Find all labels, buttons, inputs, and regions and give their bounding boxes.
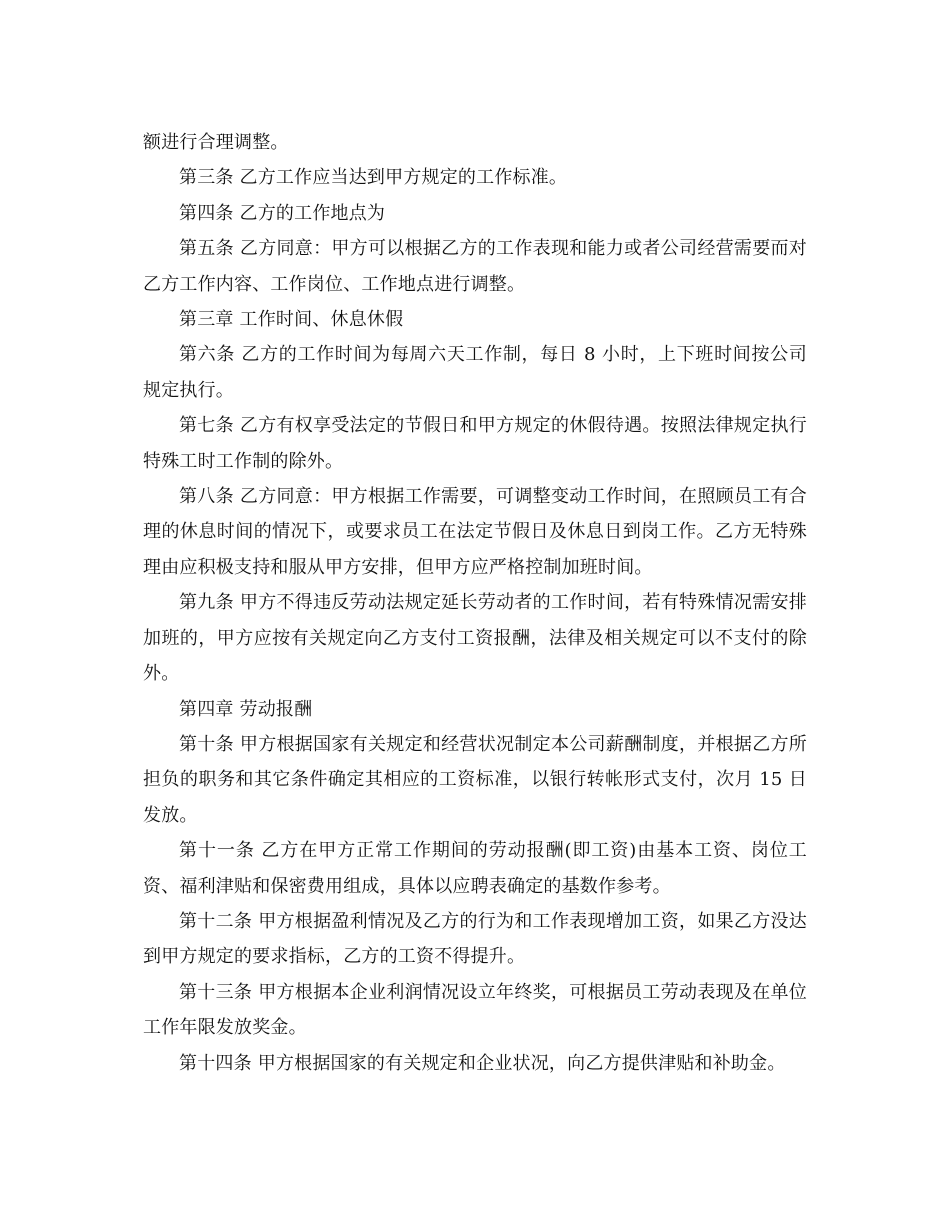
article-4: 第四条 乙方的工作地点为 xyxy=(179,202,386,224)
article-13: 第十三条 甲方根据本企业利润情况设立年终奖，可根据员工劳动表现及在单位工作年限发放奖金。 xyxy=(143,981,807,1039)
article-3: 第三条 乙方工作应当达到甲方规定的工作标准。 xyxy=(179,167,568,189)
article-12: 第十二条 甲方根据盈利情况及乙方的行为和工作表现增加工资，如果乙方没达到甲方规定的要求指标，乙方的工资不得提升。 xyxy=(143,910,807,968)
document-body xyxy=(143,125,807,1081)
paragraph-continuation: 额进行合理调整。 xyxy=(143,132,289,153)
article-14: 第十四条 甲方根据国家的有关规定和企业状况，向乙方提供津贴和补助金。 xyxy=(179,1052,786,1074)
chapter-4-heading: 第四章 劳动报酬 xyxy=(179,698,313,720)
article-11: 第十一条 乙方在甲方正常工作期间的劳动报酬(即工资)由基本工资、岗位工资、福利津贴和保密费用组成，具体以应聘表确定的基数作参考。 xyxy=(143,840,807,897)
article-9: 第九条 甲方不得违反劳动法规定延长劳动者的工作时间，若有特殊情况需安排加班的，甲方应按有关规定向乙方支付工资报酬，法律及相关规定可以不支付的除外。 xyxy=(143,592,807,685)
chapter-3-heading: 第三章 工作时间、休息休假 xyxy=(179,309,404,331)
article-8: 第八条 乙方同意：甲方根据工作需要，可调整变动工作时间，在照顾员工有合理的休息时间的情况下，或要求员工在法定节假日及休息日到岗工作。乙方无特殊理由应积极支持和服从甲方安排，但甲方应严格控制加班时间。 xyxy=(143,486,807,578)
article-10: 第十条 甲方根据国家有关规定和经营状况制定本公司薪酬制度，并根据乙方所担负的职务和其它条件确定其相应的工资标准，以银行转帐形式支付，次月 15 日发放。 xyxy=(143,733,807,826)
article-7: 第七条 乙方有权享受法定的节假日和甲方规定的休假待遇。按照法律规定执行特殊工时工作制的除外。 xyxy=(143,415,807,472)
article-5: 第五条 乙方同意：甲方可以根据乙方的工作表现和能力或者公司经营需要而对乙方工作内容、工作岗位、工作地点进行调整。 xyxy=(143,238,807,295)
article-6: 第六条 乙方的工作时间为每周六天工作制，每日 8 小时，上下班时间按公司规定执行。 xyxy=(143,344,807,401)
